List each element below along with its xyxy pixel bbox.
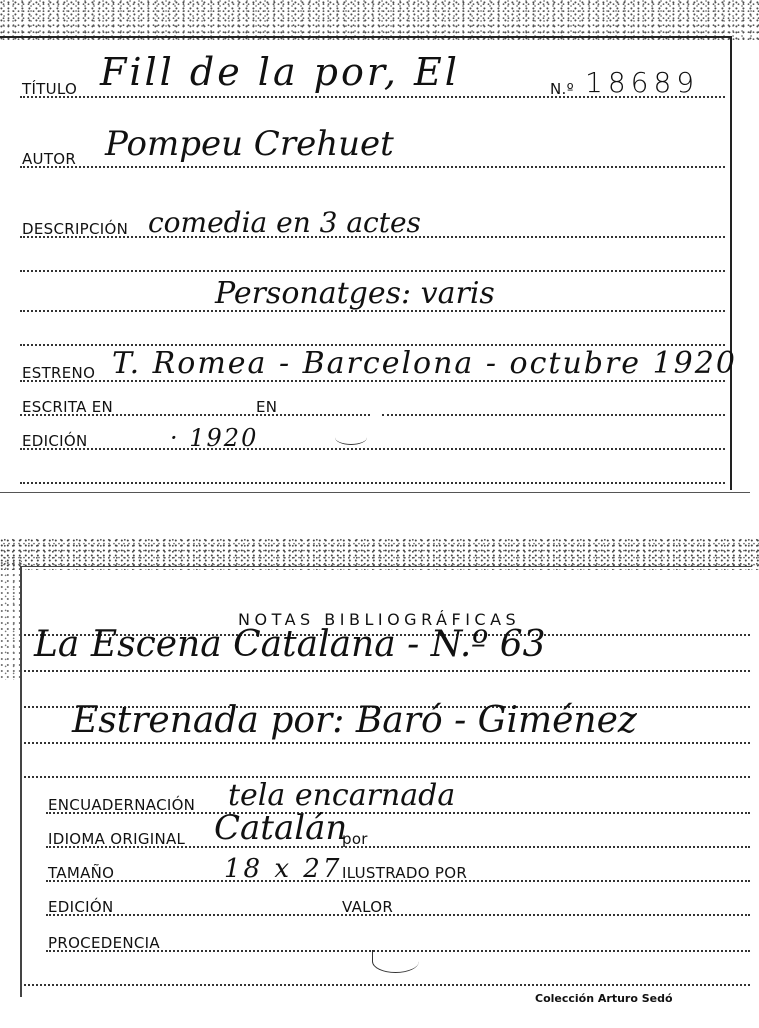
tamano-label: TAMAÑO: [48, 864, 115, 882]
autor-value: Pompeu Crehuet: [105, 124, 394, 164]
edicion-bottom-line: [46, 914, 750, 916]
scan-noise-top: [0, 0, 759, 40]
edicion-line: [20, 448, 725, 450]
ilustrado-label: ILUSTRADO POR: [342, 864, 468, 882]
blank-line-bottom: [24, 984, 750, 986]
blank-line-1: [20, 270, 725, 272]
edicion-label: EDICIÓN: [22, 432, 88, 450]
idioma-label: IDIOMA ORIGINAL: [48, 830, 186, 848]
estreno-value: T. Romea - Barcelona - octubre 1920: [112, 346, 737, 381]
nota-line-2: [24, 670, 750, 672]
nota-1: La Escena Catalana - N.º 63: [34, 624, 546, 665]
card-top-bottom-edge: [0, 492, 750, 493]
notas-heading: NOTAS BIBLIOGRÁFICAS: [238, 610, 521, 629]
descripcion-value-2: Personatges: varis: [215, 276, 495, 311]
encuadernacion-value: tela encarnada: [228, 778, 456, 813]
pencil-mark-bottom: [372, 950, 419, 973]
nota-line-4: [24, 742, 750, 744]
idioma-value: Catalán: [214, 808, 348, 848]
numero-label: N.º: [550, 80, 574, 98]
scan-noise-left: [0, 560, 22, 680]
encuadernacion-label: ENCUADERNACIÓN: [48, 796, 196, 814]
titulo-label: TÍTULO: [22, 80, 78, 98]
collection-credit: Colección Arturo Sedó: [535, 992, 673, 1005]
valor-label: VALOR: [342, 898, 394, 916]
descripcion-label: DESCRIPCIÓN: [22, 220, 129, 238]
edicion-bottom-label: EDICIÓN: [48, 898, 114, 916]
autor-label: AUTOR: [22, 150, 77, 168]
escrita-en-label: ESCRITA EN: [22, 398, 114, 416]
estreno-label: ESTRENO: [22, 364, 96, 382]
procedencia-label: PROCEDENCIA: [48, 934, 160, 952]
edicion-value: · 1920: [170, 424, 259, 452]
escrita-line-right: [382, 414, 725, 416]
en-label: EN: [256, 398, 278, 416]
blank-line-3: [20, 482, 725, 484]
titulo-value: Fill de la por, El: [100, 50, 460, 94]
autor-line: [20, 166, 725, 168]
por-label: por: [342, 830, 368, 848]
descripcion-value: comedia en 3 actes: [148, 206, 421, 239]
numero-value: 18689: [585, 66, 700, 99]
pencil-mark: [335, 430, 367, 445]
nota-2: Estrenada por: Baró - Giménez: [72, 700, 637, 741]
catalog-card-top: [0, 36, 732, 490]
tamano-value: 18 x 27: [224, 854, 343, 884]
